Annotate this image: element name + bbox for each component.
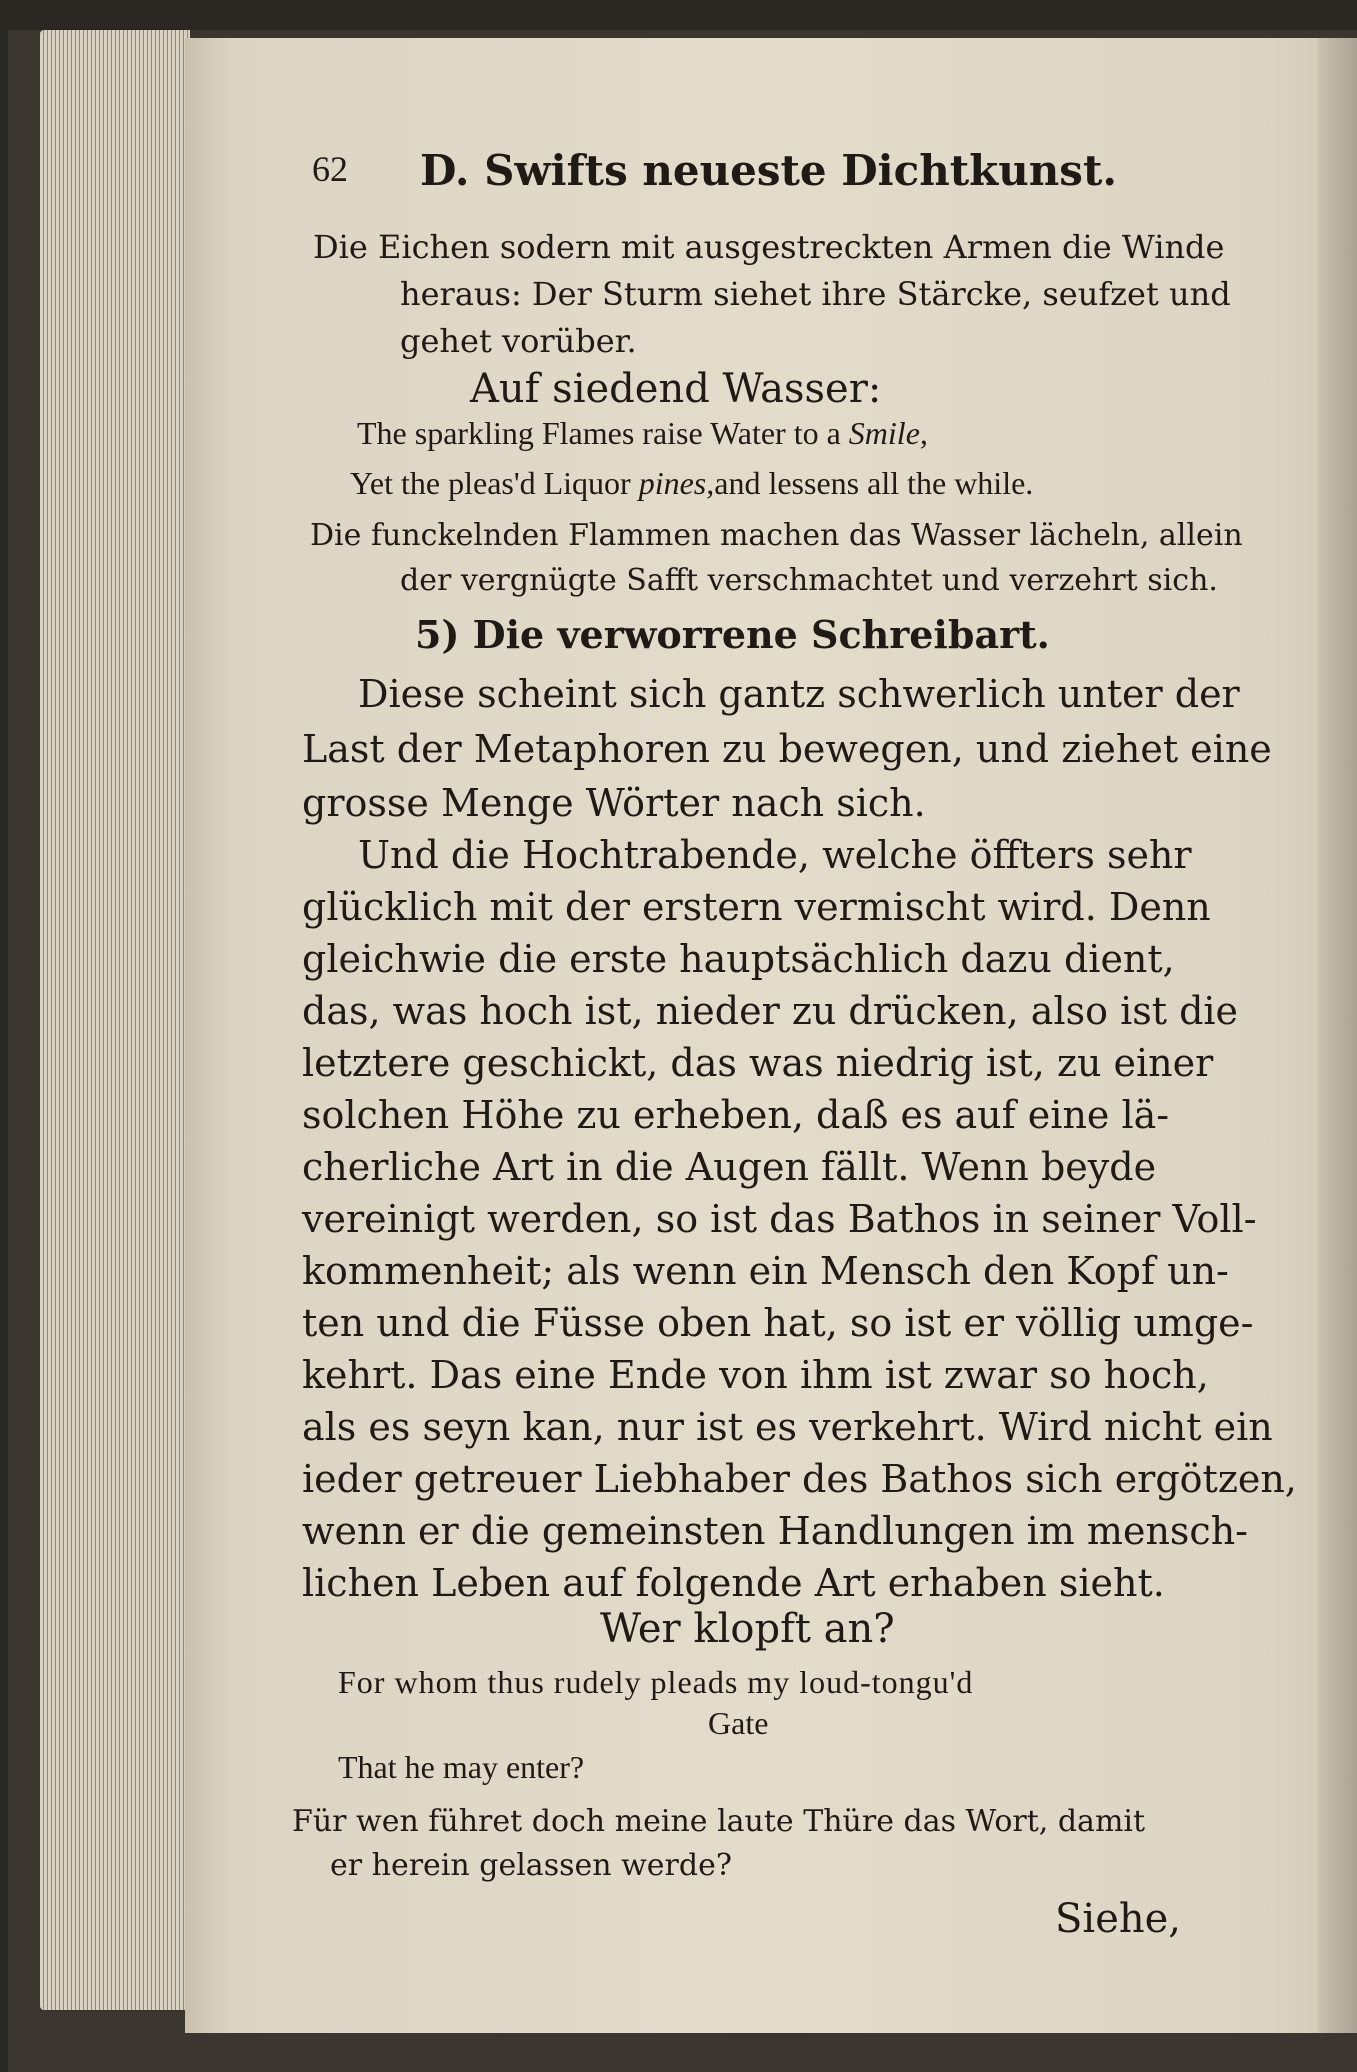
para3-line-10: ten und die Füsse oben hat, so ist er völlig umge- bbox=[302, 1301, 1254, 1345]
para2-line-2: Last der Metaphoren zu bewegen, und ziehet eine bbox=[302, 727, 1272, 771]
para3-line-14: wenn er die gemeinsten Handlungen im mensch- bbox=[302, 1509, 1249, 1553]
para2-line-1: Diese scheint sich gantz schwerlich unter der bbox=[358, 672, 1240, 716]
verse2-line-1: For whom thus rudely pleads my loud-tongu'd bbox=[338, 1664, 974, 1700]
para3-line-12: als es seyn kan, nur ist es verkehrt. Wird nicht ein bbox=[302, 1405, 1273, 1449]
gutter-shadow bbox=[1318, 38, 1357, 2033]
para3-line-8: vereinigt werden, so ist das Bathos in seiner Voll- bbox=[302, 1197, 1257, 1241]
verse1-line2-b: pines, bbox=[638, 465, 715, 501]
para3-line-2: glücklich mit der erstern vermischt wird. Denn bbox=[302, 885, 1211, 929]
para3-line-15: lichen Leben auf folgende Art erhaben sieht. bbox=[302, 1561, 1165, 1605]
running-title: D. Swifts neueste Dichtkunst. bbox=[420, 146, 1117, 195]
para3-line-1: Und die Hochtrabende, welche öffters sehr bbox=[358, 833, 1192, 877]
para3-line-3: gleichwie die erste hauptsächlich dazu dient, bbox=[302, 937, 1175, 981]
para3-line-13: ieder getreuer Liebhaber des Bathos sich ergötzen, bbox=[302, 1457, 1297, 1501]
verse2-line-3: That he may enter? bbox=[338, 1749, 585, 1785]
verse1-line2-c: and lessens all the while. bbox=[714, 465, 1034, 501]
para3-line-6: solchen Höhe zu erheben, daß es auf eine lä- bbox=[302, 1093, 1170, 1137]
trans1-line-2: der vergnügte Safft verschmachtet und verzehrt sich. bbox=[400, 563, 1218, 598]
para3-line-7: cherliche Art in die Augen fällt. Wenn beyde bbox=[302, 1145, 1157, 1189]
para2-line-3: grosse Menge Wörter nach sich. bbox=[302, 781, 926, 825]
para3-line-5: letztere geschickt, das was niedrig ist, zu einer bbox=[302, 1041, 1214, 1085]
para1-line-1: Die Eichen sodern mit ausgestreckten Armen die Winde bbox=[313, 228, 1225, 266]
para3-line-11: kehrt. Das eine Ende von ihm ist zwar so hoch, bbox=[302, 1353, 1209, 1397]
catchword: Siehe, bbox=[1055, 1896, 1182, 1942]
verse1-line-1 bbox=[357, 415, 928, 452]
verse1-line2-a: Yet the pleas'd Liquor bbox=[350, 465, 639, 501]
verse1-line1-a: The sparkling Flames raise Water to a bbox=[357, 415, 849, 451]
trans1-line-1: Die funckelnden Flammen machen das Wasser lächeln, allein bbox=[310, 518, 1243, 553]
trans2-line-1: Für wen führet doch meine laute Thüre das Wort, damit bbox=[292, 1804, 1146, 1839]
section-heading-5: 5) Die verworrene Schreibart. bbox=[415, 612, 1050, 657]
para1-line-3: gehet vorüber. bbox=[400, 322, 637, 360]
para3-line-9: kommenheit; als wenn ein Mensch den Kopf un- bbox=[302, 1249, 1229, 1293]
heading-auf-siedend-wasser: Auf siedend Wasser: bbox=[470, 366, 882, 412]
para3-line-4: das, was hoch ist, nieder zu drücken, also ist die bbox=[302, 989, 1239, 1033]
verse1-line-2 bbox=[350, 465, 1033, 502]
verse2-line-2: Gate bbox=[708, 1705, 769, 1741]
para1-line-2: heraus: Der Sturm siehet ihre Stärcke, seufzet und bbox=[400, 275, 1231, 313]
page-number: 62 bbox=[312, 149, 348, 189]
book-page bbox=[185, 38, 1357, 2033]
heading-wer-klopft-an: Wer klopft an? bbox=[600, 1606, 895, 1652]
page-edges bbox=[40, 30, 190, 2010]
verse1-line1-b: Smile, bbox=[848, 415, 928, 451]
trans2-line-2: er herein gelassen werde? bbox=[330, 1848, 732, 1883]
